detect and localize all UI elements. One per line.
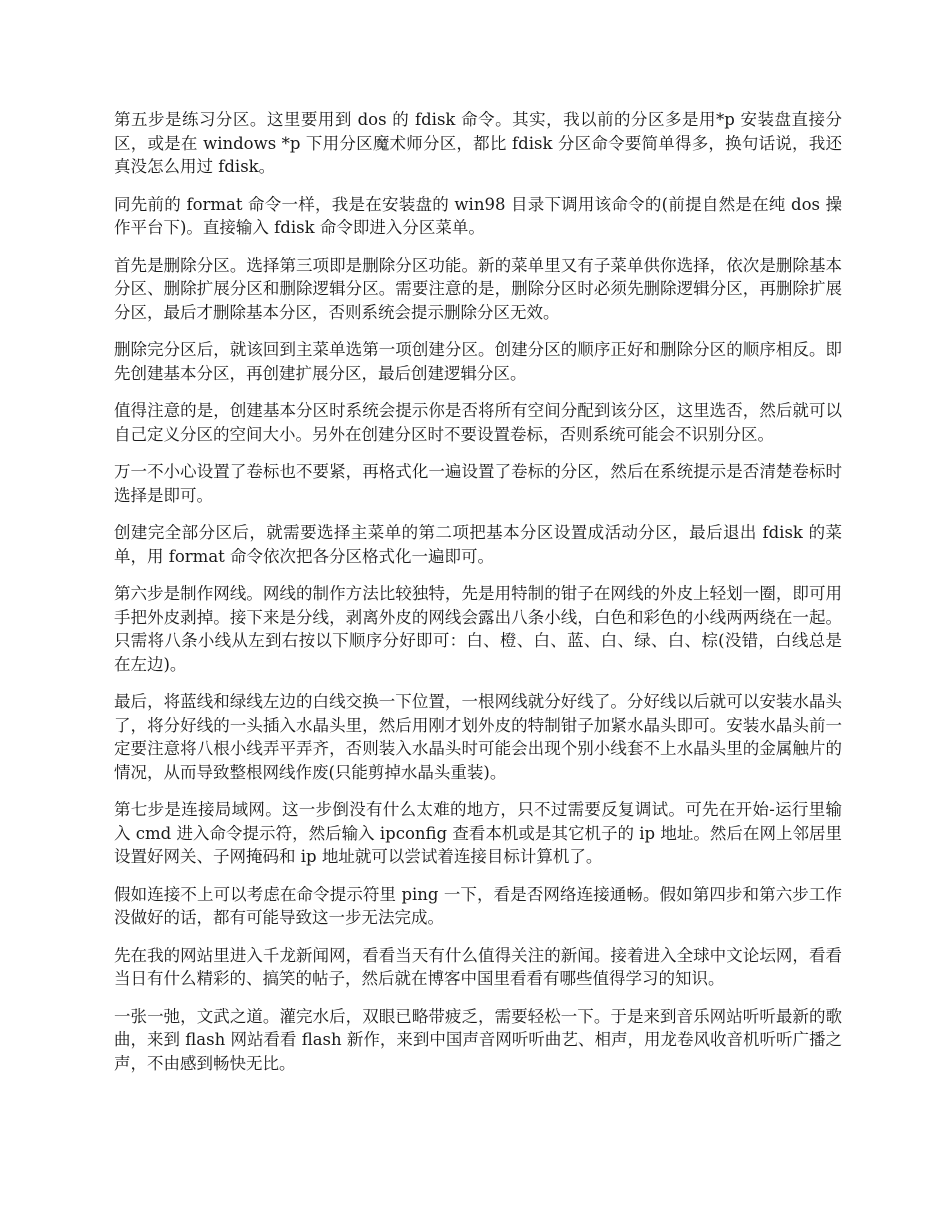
paragraph-partition-note: 值得注意的是，创建基本分区时系统会提示你是否将所有空间分配到该分区，这里选否，然后就可以自己定义分区的空间大小。另外在创建分区时不要设置卷标，否则系统可能会不识别分区。 [114,401,842,444]
paragraph-volume-label: 万一不小心设置了卷标也不要紧，再格式化一遍设置了卷标的分区，然后在系统提示是否清楚卷标时选择是即可。 [114,462,842,505]
paragraph-create-partition: 删除完分区后，就该回到主菜单选第一项创建分区。创建分区的顺序正好和删除分区的顺序相反。即先创建基本分区，再创建扩展分区，最后创建逻辑分区。 [114,340,842,383]
paragraph-relax: 一张一弛，文武之道。灌完水后，双眼已略带疲乏，需要轻松一下。于是来到音乐网站听听最新的歌曲，来到 flash 网站看看 flash 新作，来到中国声音网听听曲艺、相声，用龙卷风收音机听听广播之声，不由感到畅快无比。 [114,1006,842,1073]
paragraph-delete-partition: 首先是删除分区。选择第三项即是删除分区功能。新的菜单里又有子菜单供你选择，依次是删除基本分区、删除扩展分区和删除逻辑分区。需要注意的是，删除分区时必须先删除逻辑分区，再删除扩展分区，最后才删除基本分区，否则系统会提示删除分区无效。 [114,255,842,322]
paragraph-crystal-head: 最后，将蓝线和绿线左边的白线交换一下位置，一根网线就分好线了。分好线以后就可以安装水晶头了，将分好线的一头插入水晶头里，然后用刚才划外皮的特制钳子加紧水晶头即可。安装水晶头前一定要注意将八根小线弄平弄齐，否则装入水晶头时可能会出现个别小线套不上水晶头里的金属触片的情况，从而导致整根网线作废(只能剪掉水晶头重装)。 [114,692,842,782]
paragraph-format-command: 同先前的 format 命令一样，我是在安装盘的 win98 目录下调用该命令的(前提自然是在纯 dos 操作平台下)。直接输入 fdisk 命令即进入分区菜单。 [114,194,842,237]
paragraph-step5-partition: 第五步是练习分区。这里要用到 dos 的 fdisk 命令。其实，我以前的分区多是用*p 安装盘直接分区，或是在 windows *p 下用分区魔术师分区，都比 fdisk 分区命令要简单得多，换句话说，我还真没怎么用过 fdisk。 [114,110,842,176]
paragraph-ping: 假如连接不上可以考虑在命令提示符里 ping 一下，看是否网络连接通畅。假如第四步和第六步工作没做好的话，都有可能导致这一步无法完成。 [114,884,842,927]
paragraph-step7-lan: 第七步是连接局域网。这一步倒没有什么太难的地方，只不过需要反复调试。可先在开始-运行里输入 cmd 进入命令提示符，然后输入 ipconfig 查看本机或是其它机子的 ip 地址。然后在网上邻居里设置好网关、子网掩码和 ip 地址就可以尝试着连接目标计算机了。 [114,800,842,866]
paragraph-news-sites: 先在我的网站里进入千龙新闻网，看看当天有什么值得关注的新闻。接着进入全球中文论坛网，看看当日有什么精彩的、搞笑的帖子，然后就在博客中国里看看有哪些值得学习的知识。 [114,945,842,988]
paragraph-step6-cable: 第六步是制作网线。网线的制作方法比较独特，先是用特制的钳子在网线的外皮上轻划一圈，即可用手把外皮剥掉。接下来是分线，剥离外皮的网线会露出八条小线，白色和彩色的小线两两绕在一起。只需将八条小线从左到右按以下顺序分好即可：白、橙、白、蓝、白、绿、白、棕(没错，白线总是在左边)。 [114,584,842,674]
document-body [114,108,842,1089]
paragraph-active-partition: 创建完全部分区后，就需要选择主菜单的第二项把基本分区设置成活动分区，最后退出 fdisk 的菜单，用 format 命令依次把各分区格式化一遍即可。 [114,523,842,566]
